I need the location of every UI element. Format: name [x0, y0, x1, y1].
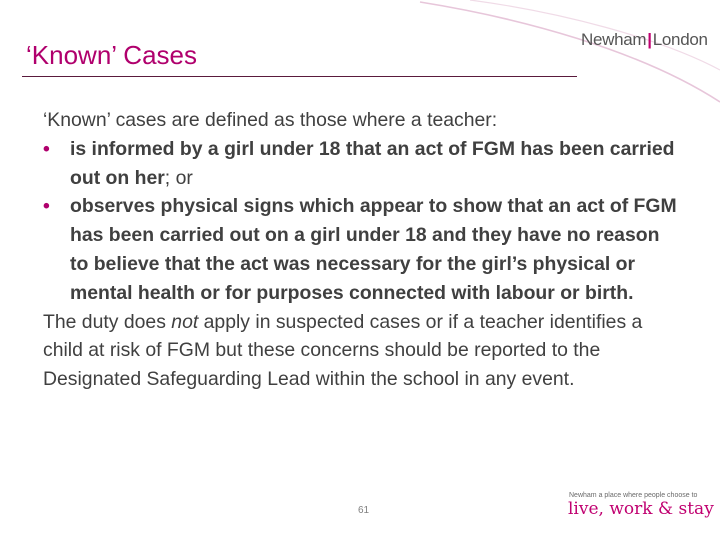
slide-body [43, 106, 683, 394]
page-number: 61 [358, 505, 370, 516]
logo-newham-text: Newham [581, 30, 647, 49]
footer-tagline: live, work & stay [568, 499, 714, 519]
slide-title: ‘Known’ Cases [26, 40, 198, 70]
duty-paragraph [43, 308, 683, 394]
bullet-item [43, 192, 683, 307]
bullet-bold-text: is informed by a girl under 18 that an act of FGM has been carried out on her [70, 137, 675, 189]
logo-london-text: London [652, 30, 708, 49]
footer-tagline-small: Newham a place where people choose to [569, 492, 698, 499]
bullet-dot-icon: • [43, 137, 50, 160]
bullet-list [43, 135, 683, 308]
bullet-bold-text: observes physical signs which appear to show that an act of FGM has been carried out on a girl under 18 and they have no reason to believe that the act was necessary for the girl’s physical or mental health or for purposes connected with labour or birth. [70, 195, 677, 304]
logo-separator: | [647, 30, 652, 49]
title-underline [22, 76, 577, 77]
duty-emphasis: not [171, 310, 199, 333]
bullet-item [43, 135, 683, 193]
newham-london-logo [581, 30, 708, 50]
duty-text-before: The duty does [43, 310, 172, 333]
duty-text-after: apply in suspected cases or if a teacher identifies a child at risk of FGM but these concerns should be reported to the Designated Safeguarding Lead within the school in any event. [43, 310, 643, 391]
bullet-dot-icon: • [43, 195, 50, 218]
intro-text: ‘Known’ cases are defined as those where a teacher: [43, 109, 498, 131]
bullet-normal-text: ; or [164, 166, 193, 189]
